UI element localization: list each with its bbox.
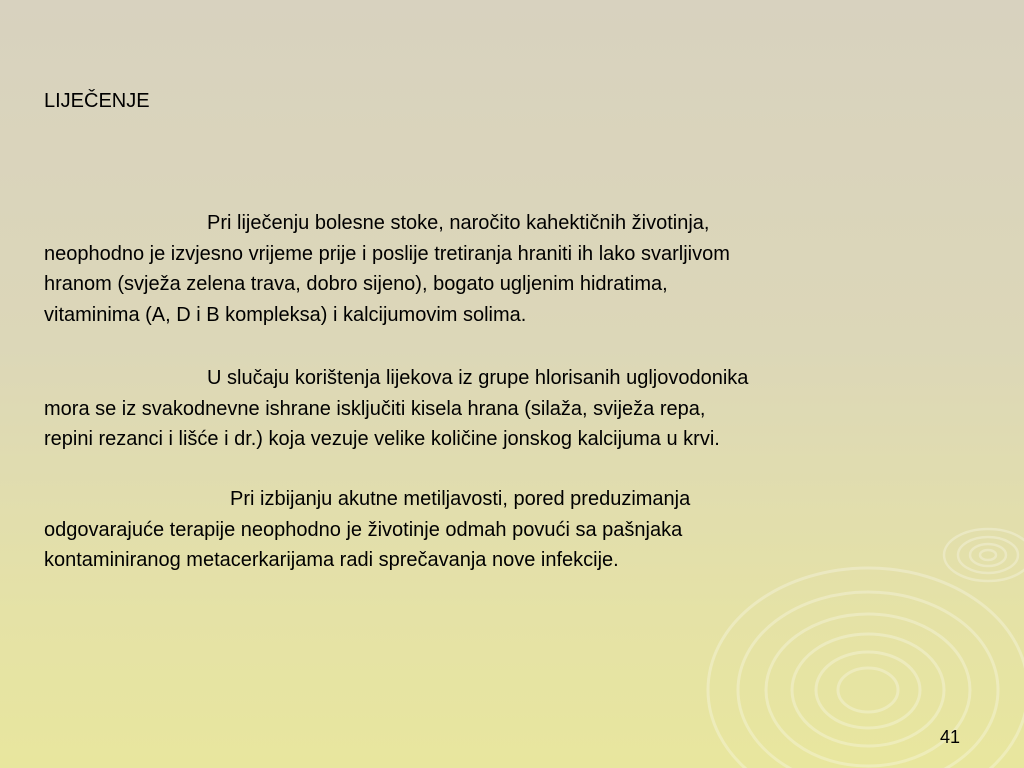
paragraph-line: mora se iz svakodnevne ishrane isključiti kisela hrana (silaža, sviježa repa, xyxy=(44,397,706,420)
paragraph-3 xyxy=(44,484,690,576)
page-number: 41 xyxy=(940,727,961,747)
paragraph-1 xyxy=(44,208,730,330)
paragraph-line: repini rezanci i lišće i dr.) koja vezuje velike količine jonskog kalcijuma u krvi. xyxy=(44,428,720,450)
paragraph-line: kontaminiranog metacerkarijama radi sprečavanja nove infekcije. xyxy=(44,549,619,571)
paragraph-line: U slučaju korištenja lijekova iz grupe hlorisanih ugljovodonika xyxy=(207,367,749,389)
paragraph-line: odgovarajuće terapije neophodno je životinje odmah povući sa pašnjaka xyxy=(44,518,683,541)
paragraph-line: Pri liječenju bolesne stoke, naročito kahektičnih životinja, xyxy=(207,212,710,234)
paragraph-line: hranom (svježa zelena trava, dobro sijeno), bogato ugljenim hidratima, xyxy=(44,273,668,295)
paragraph-line: Pri izbijanju akutne metiljavosti, pored preduzimanja xyxy=(230,488,691,510)
paragraph-2 xyxy=(44,363,748,455)
paragraph-line: vitaminima (A, D i B kompleksa) i kalcijumovim solima. xyxy=(44,303,527,326)
paragraph-line: neophodno je izvjesno vrijeme prije i poslije tretiranja hraniti ih lako svarljivom xyxy=(44,242,730,265)
slide-title: LIJEČENJE xyxy=(44,90,150,112)
